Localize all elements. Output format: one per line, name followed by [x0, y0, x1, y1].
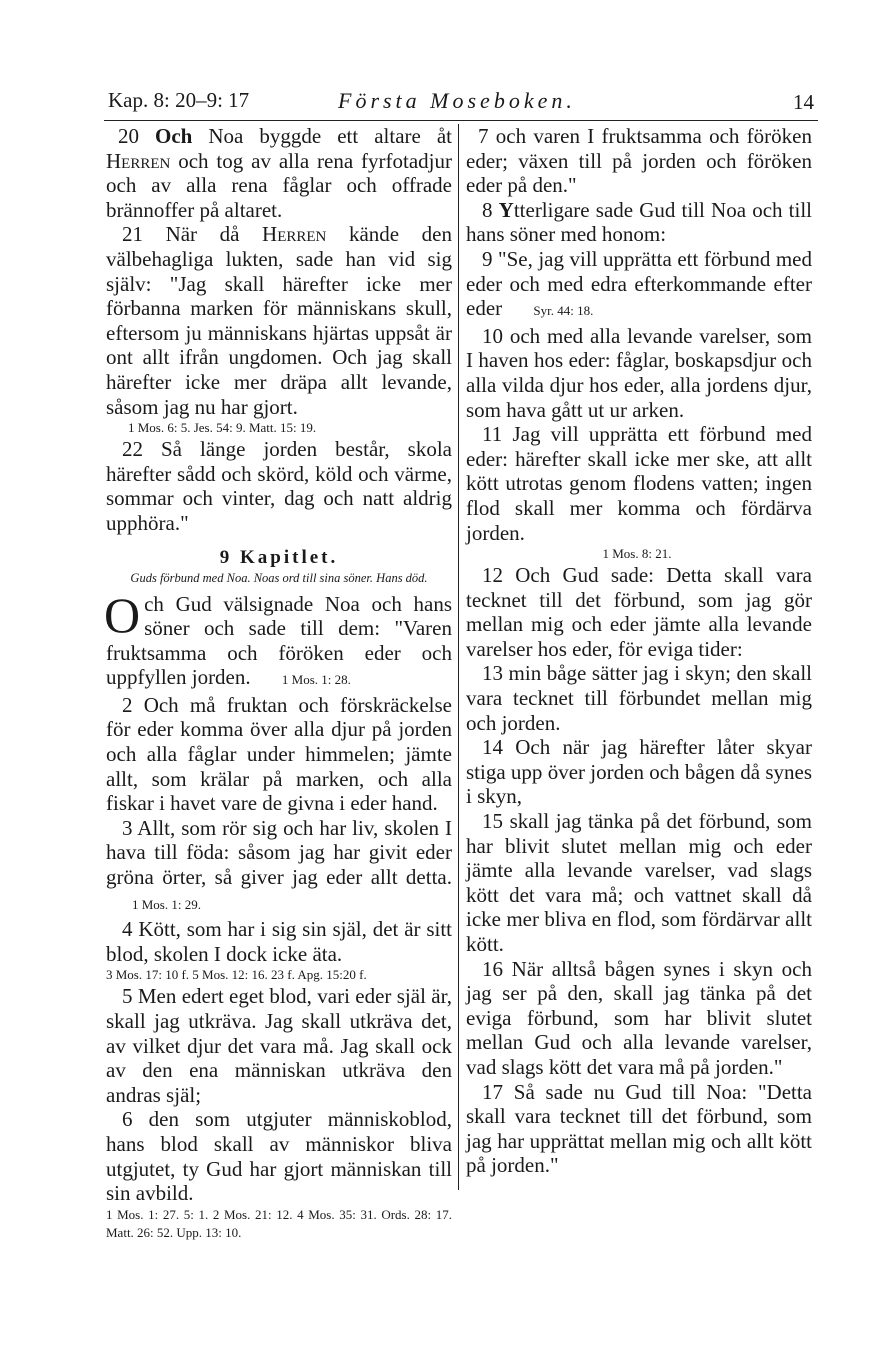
verse-9-1: Och Gud välsignade Noa och hans söner och sade till dem: "Varen fruktsamma och föröken eder och uppfyllen jorden. 1 Mos. 1: 28.	[104, 586, 452, 690]
verse-9-11: 11 Jag vill upprätta ett förbund med eder: härefter skall icke mer ske, att allt kött utrotas genom flodens vatten; ingen flod skall mer komma och fördärva jorden.	[466, 422, 812, 545]
right-column	[466, 124, 812, 1178]
verse-8-22: 22 Så länge jorden består, skola härefter sådd och skörd, köld och värme, sommar och vinter, dag och natt aldrig upphöra."	[106, 437, 452, 535]
page-number: 14	[793, 90, 814, 114]
verse-9-15: 15 skall jag tänka på det förbund, som har blivit slutet mellan mig och eder jämte alla levande varelser, vad slags kött det vara må; och vattnet skall då icke mer bliva en flod, som fördärvar allt kött.	[466, 809, 812, 956]
cross-reference: 3 Mos. 17: 10 f. 5 Mos. 12: 16. 23 f. Apg. 15:20 f.	[106, 967, 367, 983]
verse-9-13: 13 min båge sätter jag i skyn; den skall vara tecknet till förbundet mellan mig och jorden.	[466, 661, 812, 735]
verse-9-7: 7 och varen I fruktsamma och föröken eder; växen till på jorden och föröken eder på den."	[466, 124, 812, 198]
left-column	[106, 124, 452, 1242]
verse-8-21: 21 När då Herren kände den välbehagliga lukten, sade han vid sig själv: "Jag skall härefter icke mer förbanna marken för människans skull, eftersom ju människans hjärtas uppsåt är ont allt ifrån ungdomen. Och jag skall härefter icke mer dräpa allt levande, såsom jag nu har gjort.	[106, 222, 452, 419]
chapter-range: Kap. 8: 20–9: 17	[108, 88, 250, 112]
verse-9-9: 9 "Se, jag vill upprätta ett förbund med eder och med edra efterkommande efter eder Syr. 44: 18.	[466, 246, 812, 321]
cross-reference: 1 Mos. 8: 21.	[602, 546, 672, 562]
cross-reference: Syr. 44: 18.	[533, 303, 594, 319]
verse-9-10: 10 och med alla levande varelser, som I haven hos eder: fåglar, boskapsdjur och alla vilda djur hos eder, alla jordens djur, som hava gått ut ur arken.	[466, 323, 812, 422]
verse-9-6: 6 den som utgjuter människoblod, hans blod skall av människor bliva utgjutet, ty Gud har gjort människan till sin avbild.	[106, 1107, 452, 1206]
verse-9-17: 17 Så sade nu Gud till Noa: "Detta skall vara tecknet till det förbund, som jag har upprättat mellan mig och allt kött på jorden."	[466, 1079, 812, 1178]
column-divider	[458, 124, 459, 1190]
verse-9-3: 3 Allt, som rör sig och har liv, skolen I hava till föda: såsom jag har givit eder gröna örter, så giver jag eder allt detta. 1 Mos. 1: 29.	[106, 815, 452, 912]
herren-word: Herren	[106, 148, 171, 173]
verse-9-14: 14 Och när jag härefter låter skyar stiga upp över jorden och bågen då synes i skyn,	[466, 735, 812, 809]
verse-9-2: 2 Och må fruktan och förskräckelse för eder komma över alla djur på jorden och alla fåglar under himmelen; jämte allt, som krälar på marken, och alla fiskar i havet vare de givna i eder hand.	[106, 692, 452, 816]
header-rule	[104, 120, 818, 121]
book-title: Första Moseboken.	[338, 88, 576, 113]
verse-9-16: 16 När alltså bågen synes i skyn och jag ser på den, skall jag tänka på det eviga förbund, som har blivit slutet mellan Gud och alla levande varelser, vad slags kött det vara må på jorden."	[466, 956, 812, 1079]
chapter-heading: 9 Kapitlet.	[219, 546, 339, 568]
verse-9-12: 12 Och Gud sade: Detta skall vara tecknet till det förbund, som jag gör mellan mig och eder jämte alla levande varelser hos eder, för eviga tider:	[466, 563, 812, 661]
herren-word: Herren	[262, 222, 327, 247]
verse-9-5: 5 Men edert eget blod, vari eder själ är, skall jag utkräva. Jag skall utkräva det, av vilket djur det vara må. Jag skall ock av den ena människan utkräva den andras själ;	[106, 984, 452, 1107]
cross-reference: 1 Mos. 1: 27. 5: 1. 2 Mos. 21: 12. 4 Mos. 35: 31. Ords. 28: 17. Matt. 26: 52. Upp. 13: 10.	[106, 1206, 452, 1240]
verse-9-8: 8 Ytterligare sade Gud till Noa och till hans söner med honom:	[466, 197, 813, 247]
verse-initial-word: Och	[155, 124, 193, 148]
verse-9-4: 4 Kött, som har i sig sin själ, det är sitt blod, skolen I dock icke äta.	[106, 917, 452, 966]
cross-reference: 1 Mos. 1: 28.	[281, 672, 351, 688]
verse-initial-letter: Y	[498, 197, 514, 222]
cross-reference: 1 Mos. 1: 29.	[132, 896, 201, 912]
verse-8-20: 20 Och Noa byggde ett altare åt Herren och tog av alla rena fyrfotadjur och av alla rena fåglar och offrade brännoffer på altaret.	[106, 124, 453, 222]
cross-reference: 1 Mos. 6: 5. Jes. 54: 9. Matt. 15: 19.	[128, 420, 317, 436]
drop-cap: O	[104, 586, 141, 643]
chapter-summary: Guds förbund med Noa. Noas ord till sina söner. Hans död.	[130, 570, 428, 585]
